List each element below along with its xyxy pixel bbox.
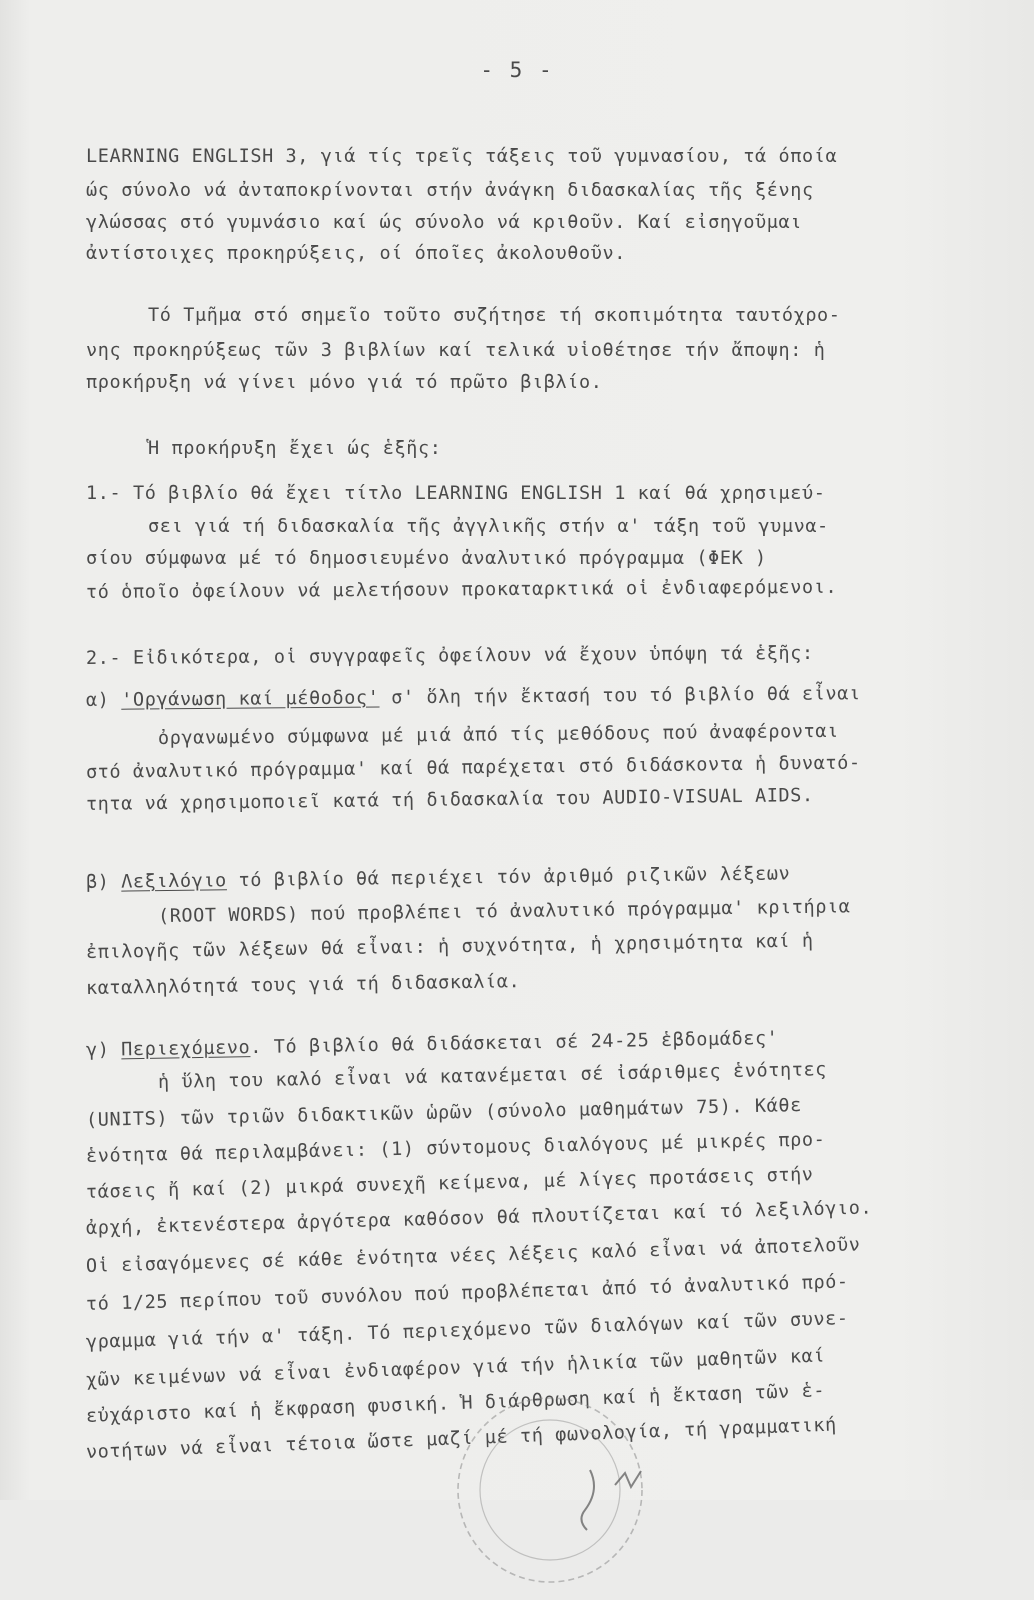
text-line: γραμμα γιά τήν α' τάξη. Τό περιεχόμενο τῶν διαλόγων καί τῶν συνε- [85, 1308, 849, 1353]
text-line: ἀρχή, ἐκτενέστερα ἀργότερα καθόσον θά πλουτίζεται καί τό λεξιλόγιο. [85, 1197, 873, 1239]
signature-mark [615, 1471, 641, 1487]
text-line: τητα νά χρησιμοποιεῖ κατά τή διδασκαλία του AUDIO-VISUAL AIDS. [85, 785, 814, 815]
text-run: τό βιβλίο θά περιέχει τόν ἀριθμό ριζικῶν λέξεων [226, 863, 791, 892]
text-line: χῶν κειμένων νά εἶναι ἐνδιαφέρον γιά τήν ἡλικία τῶν μαθητῶν καί [85, 1345, 826, 1391]
text-run: σ' ὅλη τήν ἔκτασή του τό βιβλίο θά εἶναι [379, 683, 861, 709]
text-line: Ἡ προκήρυξη ἔχει ώς ἑξῆς: [148, 438, 442, 459]
list-marker: γ) [85, 1039, 122, 1061]
section-heading: Λεξιλόγιο [121, 870, 227, 893]
text-line [86, 863, 791, 893]
text-line: LEARNING ENGLISH 3, γιά τίς τρεῖς τάξεις τοῦ γυμνασίου, τά όποία [86, 146, 838, 167]
text-line: γλώσσας στό γυμνάσιο καί ώς σύνολο νά κριθοῦν. Καί εἰσηγοῦμαι [86, 212, 803, 233]
text-line: τάσεις ἤ καί (2) μικρά συνεχῆ κείμενα, μέ λίγες προτάσεις στήν [85, 1164, 814, 1203]
text-line [86, 1028, 779, 1061]
text-line: Τό Τμῆμα στό σημεῖο τοῦτο συζήτησε τή σκοπιμότητα ταυτόχρο- [148, 305, 841, 326]
text-line: στό ἀναλυτικό πρόγραμμα' καί θά παρέχεται στό διδάσκοντα ἡ δυνατό- [85, 752, 861, 783]
text-line: εὐχάριστο καί ἡ ἔκφραση φυσική. Ἡ διάρθρωση καί ἡ ἔκταση τῶν ἑ- [85, 1380, 826, 1427]
text-line: 2.- Εἰδικότερα, οἱ συγγραφεῖς ὀφείλουν νά ἔχουν ὑπόψη τά ἑξῆς: [85, 642, 814, 669]
text-line: (ROOT WORDS) πού προβλέπει τό ἀναλυτικό πρόγραμμα' κριτήρια [157, 896, 851, 927]
text-line: ώς σύνολο νά ἀνταποκρίνονται στήν ἀνάγκη διδασκαλίας τῆς ξένης [86, 180, 814, 201]
text-line: νοτήτων νά εἶναι τέτοια ὥστε μαζί μέ τή φωνολογία, τή γραμματική [85, 1414, 838, 1463]
page-number: - 5 - [480, 58, 554, 82]
text-run: . Τό βιβλίο θά διδάσκεται σέ 24-25 ἑβδομάδες' [250, 1027, 779, 1059]
section-heading: Περιεχόμενο [121, 1037, 251, 1061]
list-marker: α) [85, 689, 122, 711]
text-line: ἑνότητα θά περιλαμβάνει: (1) σύντομους διαλόγους μέ μικρές προ- [85, 1129, 826, 1167]
text-line: ἐπιλογῆς τῶν λέξεων θά εἶναι: ἡ συχνότητα, ἡ χρησιμότητα καί ἡ [85, 930, 814, 963]
text-line: σει γιά τή διδασκαλία τῆς ἀγγλικῆς στήν α' τάξη τοῦ γυμνα- [148, 516, 829, 537]
text-line: τό ὁποῖο ὀφείλουν νά μελετήσουν προκαταρκτικά οἱ ἐνδιαφερόμενοι. [85, 576, 838, 603]
text-line: τό 1/25 περίπου τοῦ συνόλου πού προβλέπεται ἀπό τό ἀναλυτικό πρό- [85, 1271, 849, 1315]
text-line: ἡ ὕλη του καλό εἶναι νά κατανέμεται σέ ἰσάριθμες ἑνότητες [157, 1059, 828, 1093]
text-line: σίου σύμφωνα μέ τό δημοσιευμένο ἀναλυτικό πρόγραμμα (ΦΕΚ ) [86, 548, 767, 569]
section-heading: 'Οργάνωση καί μέθοδος' [121, 687, 380, 711]
text-line: (UNITS) τῶν τριῶν διδακτικῶν ὡρῶν (σύνολο μαθημάτων 75). Κάθε [85, 1095, 803, 1131]
text-line: ἀντίστοιχες προκηρύξεις, οί όποῖες ἀκολουθοῦν. [86, 243, 626, 264]
list-marker: β) [85, 871, 122, 893]
text-line: ὀργανωμένο σύμφωνα μέ μιά ἀπό τίς μεθόδους πού ἀναφέρονται [157, 720, 839, 749]
text-line: προκήρυξη νά γίνει μόνο γιά τό πρῶτο βιβλίο. [86, 372, 603, 393]
signature-mark [581, 1470, 594, 1530]
seal-stamp [440, 1380, 660, 1600]
text-line: καταλληλότητά τους γιά τή διδασκαλία. [85, 971, 521, 999]
text-line [86, 683, 861, 711]
text-line: Οἱ εἰσαγόμενες σέ κάθε ἑνότητα νέες λέξεις καλό εἶναι νά ἀποτελοῦν [85, 1234, 861, 1277]
text-line: 1.- Τό βιβλίο θά ἔχει τίτλο LEARNING ENGLISH 1 καί θά χρησιμεύ- [86, 483, 826, 504]
text-line: νης προκηρύξεως τῶν 3 βιβλίων καί τελικά υἱοθέτησε τήν ἄποψη: ἡ [86, 340, 826, 361]
